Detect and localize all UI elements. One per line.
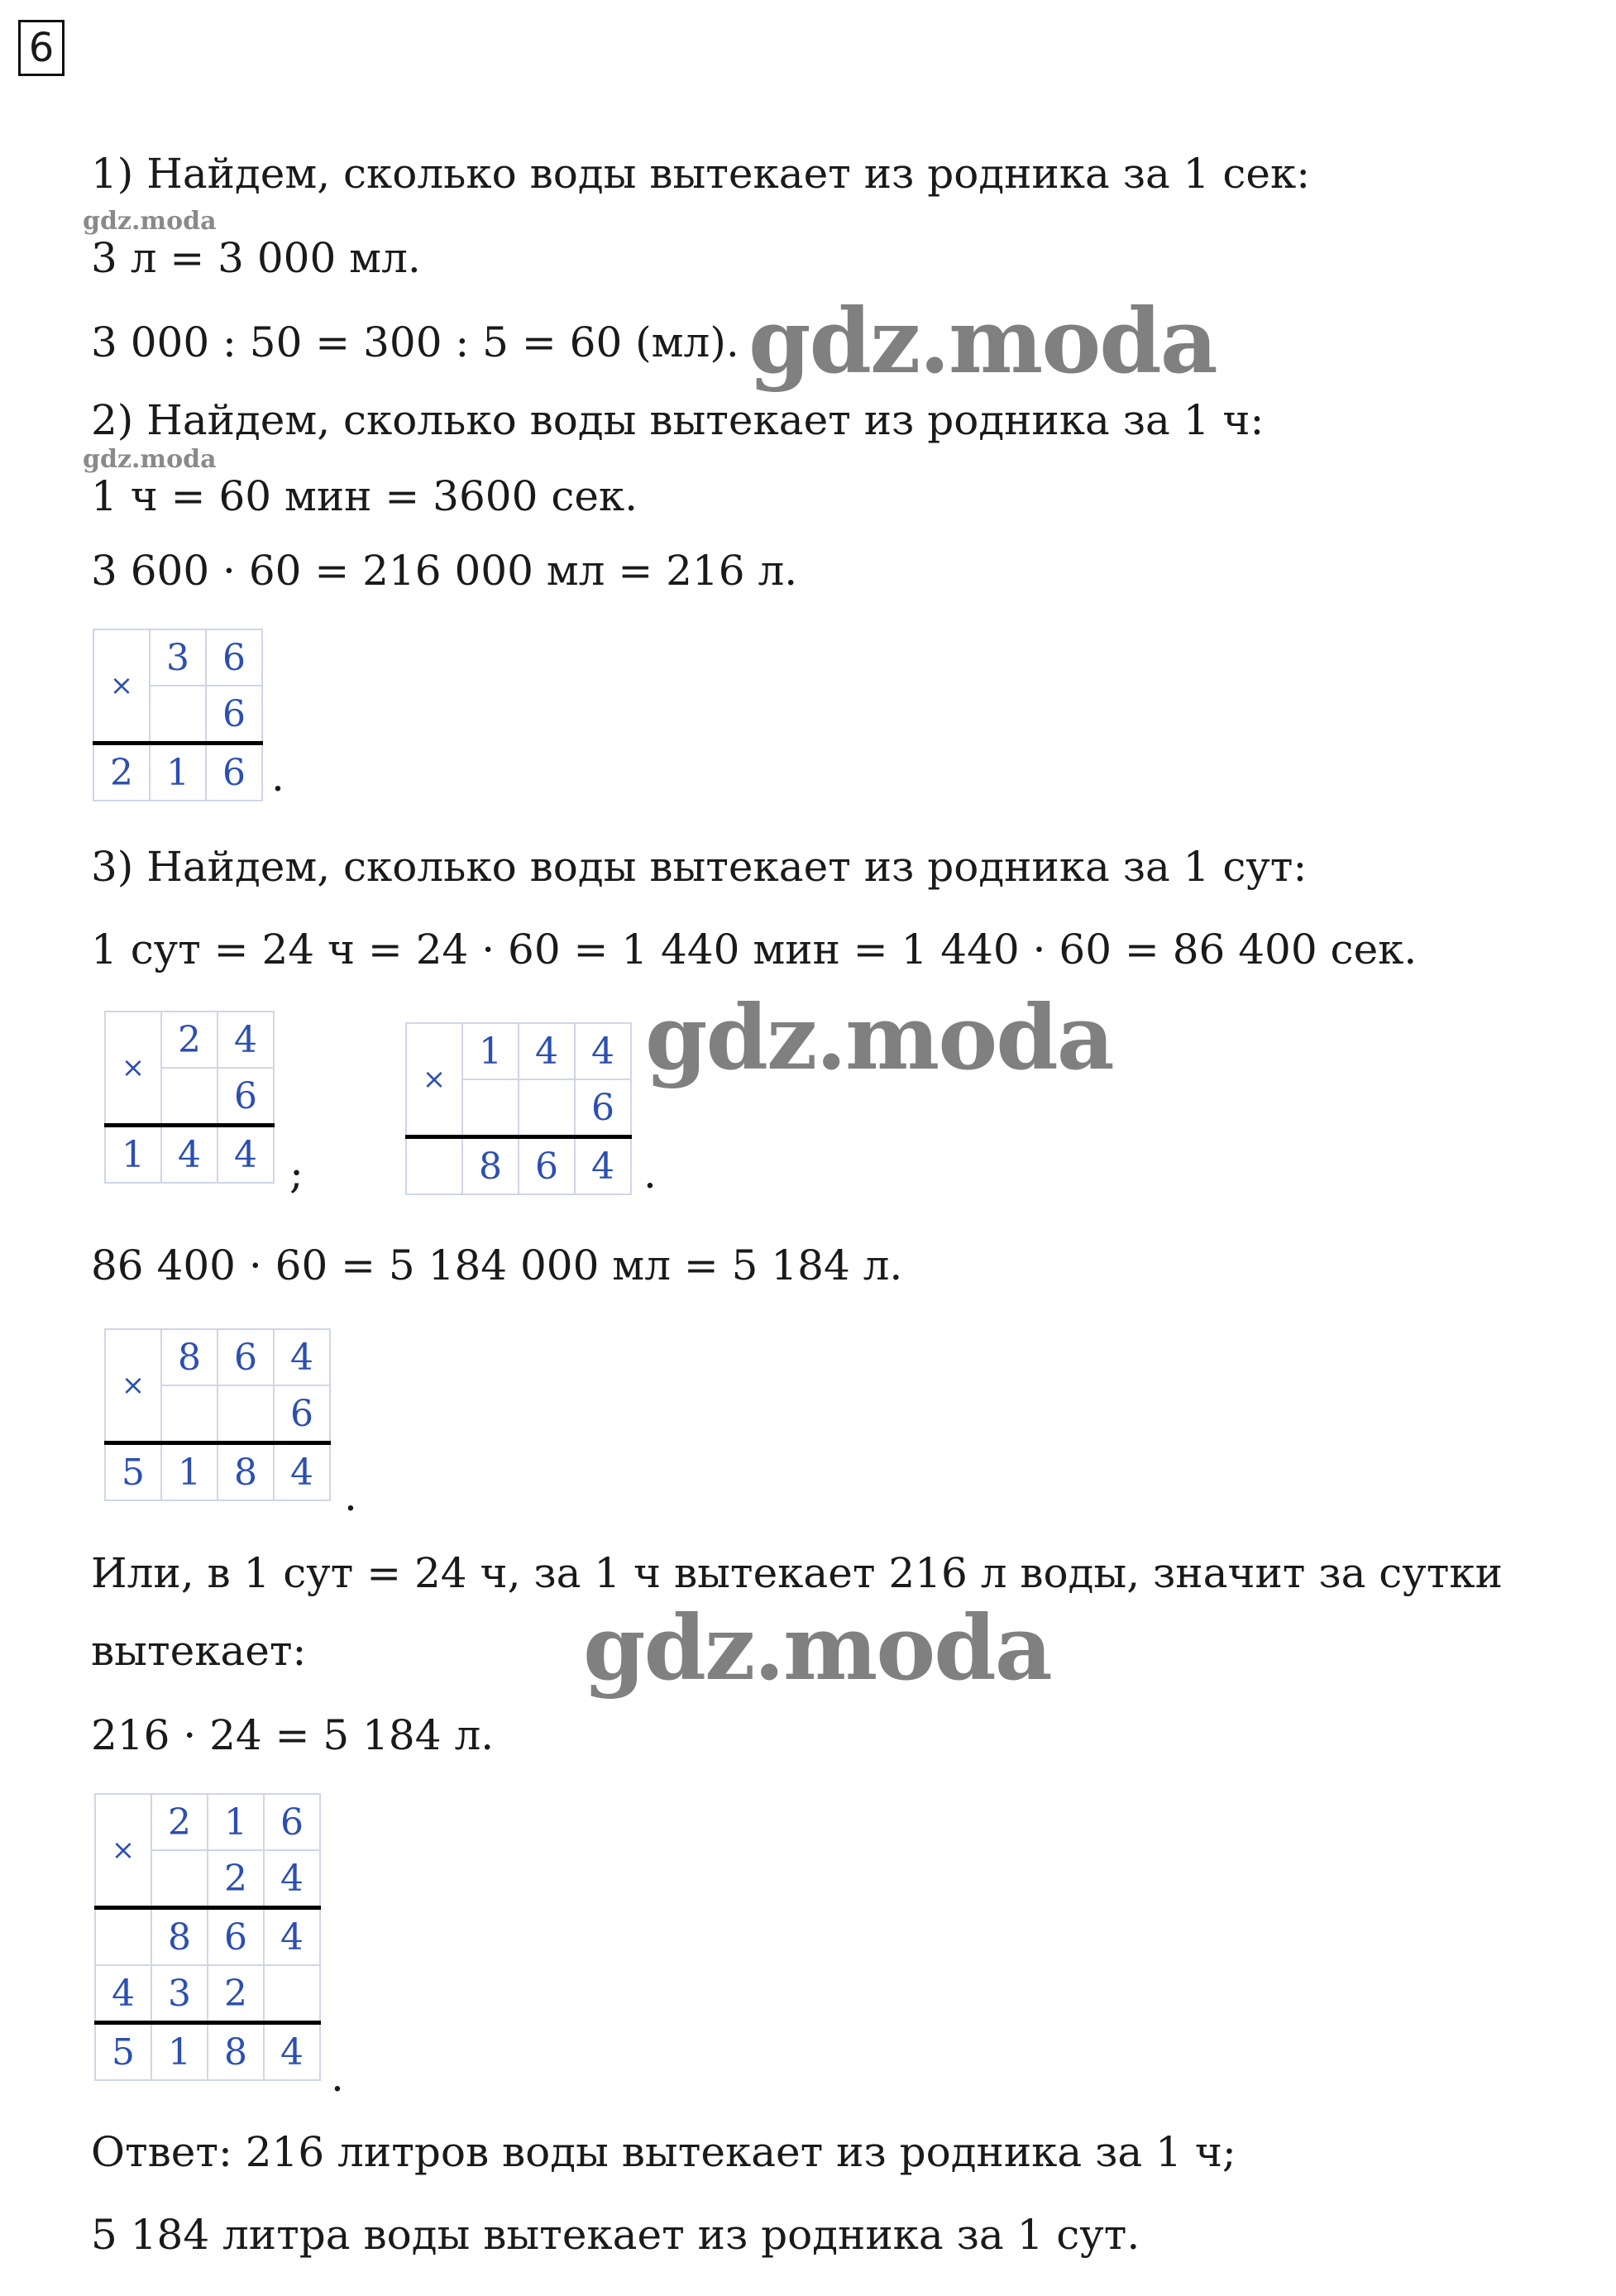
column-multiplication-24x6 (104, 1011, 275, 1184)
column-multiplication-216x24 (94, 1793, 321, 2081)
digit-cell: 6 (274, 1385, 330, 1443)
answer-line-1: Ответ: 216 литров воды вытекает из родника за 1 ч; (91, 2128, 1236, 2176)
watermark-big-1: gdz.moda (748, 289, 1217, 394)
multiply-sign: × (406, 1023, 462, 1137)
column-multiplication-36x6 (93, 629, 263, 801)
column-multiplication-864x6 (104, 1328, 331, 1501)
digit-cell: 4 (264, 1850, 320, 1908)
semicolon-mark: ; (289, 1150, 304, 1198)
digit-cell: 8 (151, 1908, 208, 1966)
step1-conversion: 3 л = 3 000 мл. (91, 234, 421, 282)
digit-cell: 2 (93, 744, 150, 801)
watermark-big-2: gdz.moda (645, 986, 1113, 1090)
digit-cell: 8 (208, 2023, 264, 2081)
step3-heading: 3) Найдем, сколько воды вытекает из родника за 1 сут: (91, 843, 1308, 891)
digit-cell: 4 (519, 1023, 575, 1079)
digit-cell (218, 1385, 274, 1443)
digit-cell: 1 (105, 1126, 161, 1184)
period-mark: . (643, 1150, 657, 1198)
period-mark: . (331, 2053, 344, 2101)
digit-cell: 6 (519, 1137, 575, 1195)
digit-cell (151, 1850, 208, 1908)
digit-cell (264, 1965, 320, 2023)
digit-cell (95, 1908, 151, 1966)
digit-cell: 1 (462, 1023, 519, 1079)
digit-cell: 5 (105, 1443, 161, 1501)
digit-cell: 3 (151, 1965, 208, 2023)
digit-cell: 4 (95, 1965, 151, 2023)
digit-cell (161, 1385, 218, 1443)
multiply-sign: × (105, 1012, 161, 1126)
digit-cell: 4 (218, 1012, 274, 1068)
digit-cell: 4 (218, 1126, 274, 1184)
multiply-sign: × (95, 1794, 151, 1908)
digit-cell: 6 (206, 744, 262, 801)
multiply-sign: × (105, 1329, 161, 1443)
alternative-calc: 216 · 24 = 5 184 л. (91, 1711, 495, 1759)
column-multiplication-144x6 (405, 1022, 632, 1195)
digit-cell: 1 (150, 744, 206, 801)
step1-calc: 3 000 : 50 = 300 : 5 = 60 (мл). (91, 318, 739, 366)
period-mark: . (344, 1472, 357, 1520)
period-mark: . (271, 753, 284, 801)
answer-line-2: 5 184 литра воды вытекает из родника за 1 сут. (91, 2211, 1140, 2259)
digit-cell: 6 (218, 1068, 274, 1126)
digit-cell: 6 (206, 686, 262, 744)
digit-cell: 2 (161, 1012, 218, 1068)
watermark-small-1: gdz.moda (83, 207, 217, 236)
step3-liters-calc: 86 400 · 60 = 5 184 000 мл = 5 184 л. (91, 1241, 903, 1289)
digit-cell (519, 1079, 575, 1137)
digit-cell: 2 (151, 1794, 208, 1850)
step2-heading: 2) Найдем, сколько воды вытекает из родника за 1 ч: (91, 396, 1265, 444)
digit-cell: 4 (264, 2023, 320, 2081)
digit-cell: 6 (208, 1908, 264, 1966)
digit-cell: 2 (208, 1965, 264, 2023)
digit-cell: 2 (208, 1850, 264, 1908)
digit-cell: 1 (208, 1794, 264, 1850)
task-number: 6 (18, 20, 65, 76)
step2-conversion: 1 ч = 60 мин = 3600 сек. (91, 472, 638, 520)
digit-cell: 8 (462, 1137, 519, 1195)
digit-cell: 6 (206, 629, 262, 686)
digit-cell: 1 (161, 1443, 218, 1501)
digit-cell (161, 1068, 218, 1126)
digit-cell: 4 (575, 1023, 631, 1079)
multiply-sign: × (93, 629, 150, 744)
digit-cell (462, 1079, 519, 1137)
digit-cell: 6 (264, 1794, 320, 1850)
step3-conversion: 1 сут = 24 ч = 24 · 60 = 1 440 мин = 1 440 · 60 = 86 400 сек. (91, 926, 1418, 973)
digit-cell: 6 (575, 1079, 631, 1137)
digit-cell: 4 (274, 1329, 330, 1385)
digit-cell (406, 1137, 462, 1195)
digit-cell: 4 (274, 1443, 330, 1501)
digit-cell: 8 (161, 1329, 218, 1385)
digit-cell: 3 (150, 629, 206, 686)
step1-heading: 1) Найдем, сколько воды вытекает из родника за 1 сек: (91, 150, 1311, 198)
digit-cell: 1 (151, 2023, 208, 2081)
digit-cell: 4 (264, 1908, 320, 1966)
digit-cell: 8 (218, 1443, 274, 1501)
alternative-text: Или, в 1 сут = 24 ч, за 1 ч вытекает 216 л воды, значит за сутки (91, 1549, 1503, 1597)
digit-cell (150, 686, 206, 744)
watermark-big-3: gdz.moda (583, 1596, 1051, 1700)
alternative-text-cont: вытекает: (91, 1627, 307, 1675)
digit-cell: 4 (161, 1126, 218, 1184)
digit-cell: 5 (95, 2023, 151, 2081)
step2-calc: 3 600 · 60 = 216 000 мл = 216 л. (91, 547, 798, 595)
digit-cell: 4 (575, 1137, 631, 1195)
digit-cell: 6 (218, 1329, 274, 1385)
watermark-small-2: gdz.moda (83, 445, 217, 474)
